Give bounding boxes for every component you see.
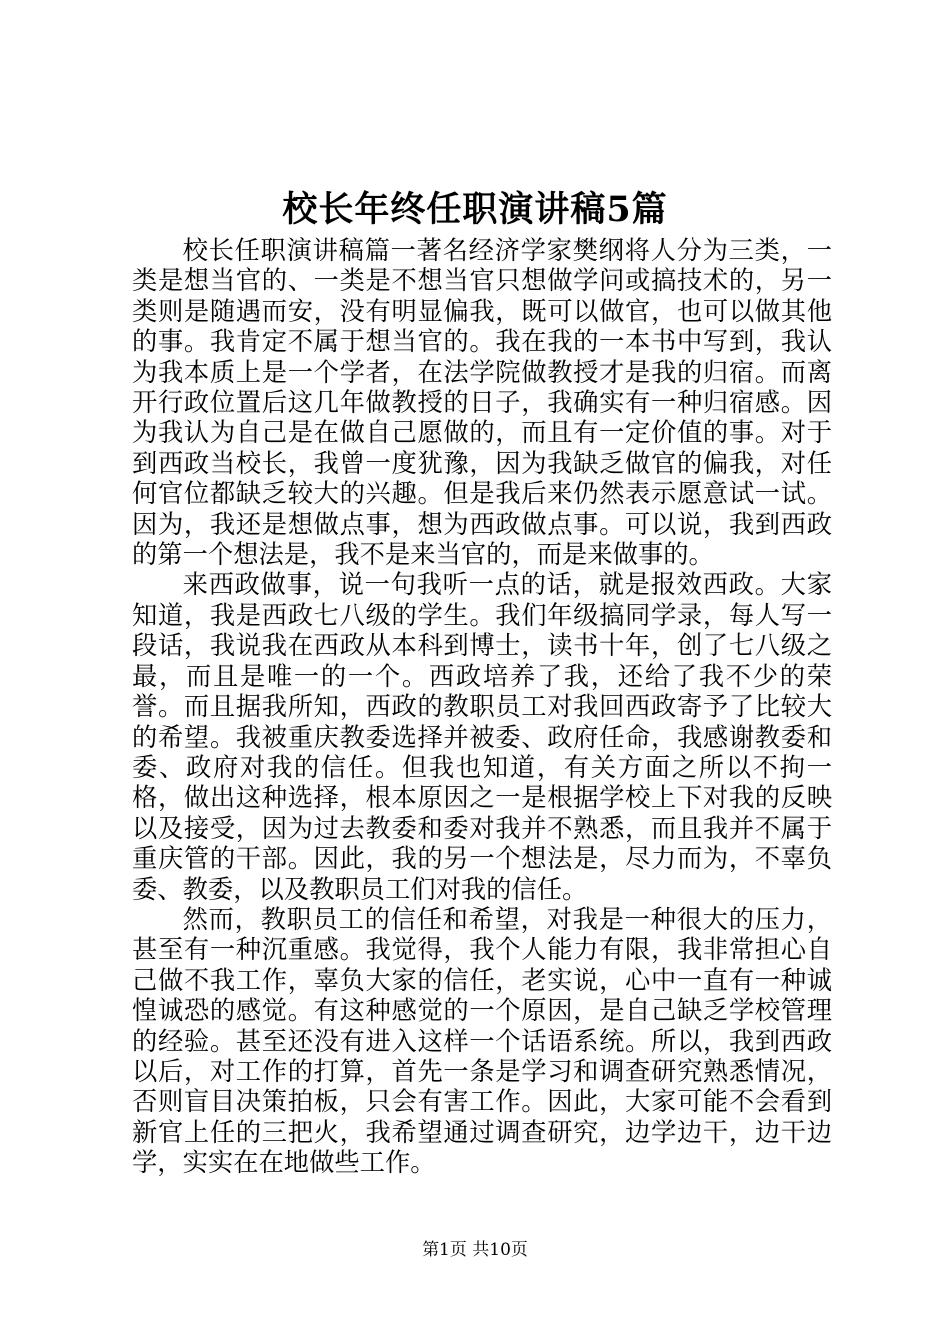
document-body bbox=[132, 236, 832, 1179]
page-number-footer: 第1页 共10页 bbox=[422, 1240, 528, 1260]
document-title: 校长年终任职演讲稿5篇 bbox=[282, 189, 668, 230]
paragraph-2: 来西政做事，说一句我听一点的话，就是报效西政。大家知道，我是西政七八级的学生。我们年级搞同学录，每人写一段话，我说我在西政从本科到博士，读书十年，创了七八级之最，而且是唯一的一个。西政培养了我，还给了我不少的荣誉。而且据我所知，西政的教职员工对我回西政寄予了比较大的希望。我被重庆教委选择并被委、政府任命，我感谢教委和委、政府对我的信任。但我也知道，有关方面之所以不拘一格，做出这种选择，根本原因之一是根据学校上下对我的反映以及接受，因为过去教委和委对我并不熟悉，而且我并不属于重庆管的干部。因此，我的另一个想法是，尽力而为，不辜负委、教委，以及教职员工们对我的信任。 bbox=[132, 570, 832, 904]
paragraph-1: 校长任职演讲稿篇一著名经济学家樊纲将人分为三类，一类是想当官的、一类是不想当官只想做学问或搞技术的，另一类则是随遇而安，没有明显偏我，既可以做官，也可以做其他的事。我肯定不属于想当官的。我在我的一本书中写到，我认为我本质上是一个学者，在法学院做教授才是我的归宿。而离开行政位置后这几年做教授的日子，我确实有一种归宿感。因为我认为自己是在做自己愿做的，而且有一定价值的事。对于到西政当校长，我曾一度犹豫，因为我缺乏做官的偏我，对任何官位都缺乏较大的兴趣。但是我后来仍然表示愿意试一试。因为，我还是想做点事，想为西政做点事。可以说，我到西政的第一个想法是，我不是来当官的，而是来做事的。 bbox=[132, 236, 832, 570]
paragraph-3: 然而，教职员工的信任和希望，对我是一种很大的压力，甚至有一种沉重感。我觉得，我个人能力有限，我非常担心自己做不我工作，辜负大家的信任，老实说，心中一直有一种诚惶诚恐的感觉。有这种感觉的一个原因，是自己缺乏学校管理的经验。甚至还没有进入这样一个话语系统。所以，我到西政以后，对工作的打算，首先一条是学习和调查研究熟悉情况，否则盲目决策拍板，只会有害工作。因此，大家可能不会看到新官上任的三把火，我希望通过调查研究，边学边干，边干边学，实实在在地做些工作。 bbox=[132, 904, 832, 1178]
